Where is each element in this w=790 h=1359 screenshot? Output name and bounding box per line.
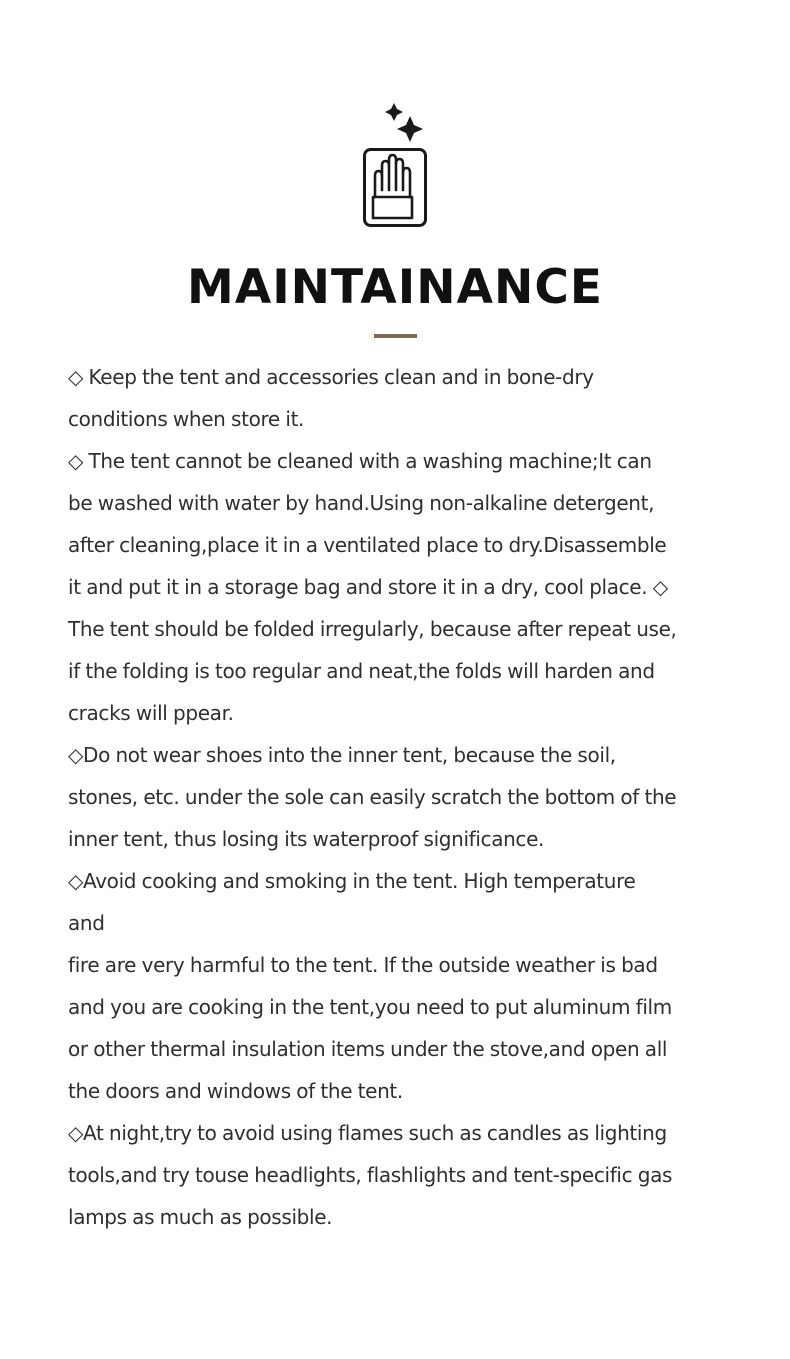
- text-line: cracks will ppear.: [68, 701, 234, 725]
- text-line: the doors and windows of the tent.: [68, 1079, 403, 1103]
- title-divider: [374, 334, 417, 338]
- text-line: ◇Avoid cooking and smoking in the tent. High temperature: [68, 869, 636, 893]
- text-line: after cleaning,place it in a ventilated place to dry.Disassemble: [68, 533, 667, 557]
- text-line: stones, etc. under the sole can easily scratch the bottom of the: [68, 785, 677, 809]
- maintenance-text: [68, 356, 728, 1238]
- text-line: or other thermal insulation items under the stove,and open all: [68, 1037, 668, 1061]
- page-title: MAINTAINANCE: [187, 260, 603, 315]
- text-line: ◇Do not wear shoes into the inner tent, because the soil,: [68, 743, 616, 767]
- text-line: The tent should be folded irregularly, because after repeat use,: [68, 617, 677, 641]
- text-line: conditions when store it.: [68, 407, 305, 431]
- text-line: and you are cooking in the tent,you need to put aluminum film: [68, 995, 672, 1019]
- text-line: lamps as much as possible.: [68, 1205, 333, 1229]
- text-line: it and put it in a storage bag and store it in a dry, cool place. ◇: [68, 575, 668, 599]
- text-line: ◇At night,try to avoid using flames such as candles as lighting: [68, 1121, 667, 1145]
- text-line: inner tent, thus losing its waterproof significance.: [68, 827, 545, 851]
- text-line: tools,and try touse headlights, flashlights and tent-specific gas: [68, 1163, 673, 1187]
- text-line: be washed with water by hand.Using non-alkaline detergent,: [68, 491, 655, 515]
- sparkle-glove-icon: [355, 100, 435, 232]
- text-line: ◇ The tent cannot be cleaned with a washing machine;It can: [68, 449, 652, 473]
- text-line: fire are very harmful to the tent. If the outside weather is bad: [68, 953, 658, 977]
- text-line: ◇ Keep the tent and accessories clean and in bone-dry: [68, 365, 594, 389]
- text-line: and: [68, 911, 105, 935]
- text-line: if the folding is too regular and neat,the folds will harden and: [68, 659, 655, 683]
